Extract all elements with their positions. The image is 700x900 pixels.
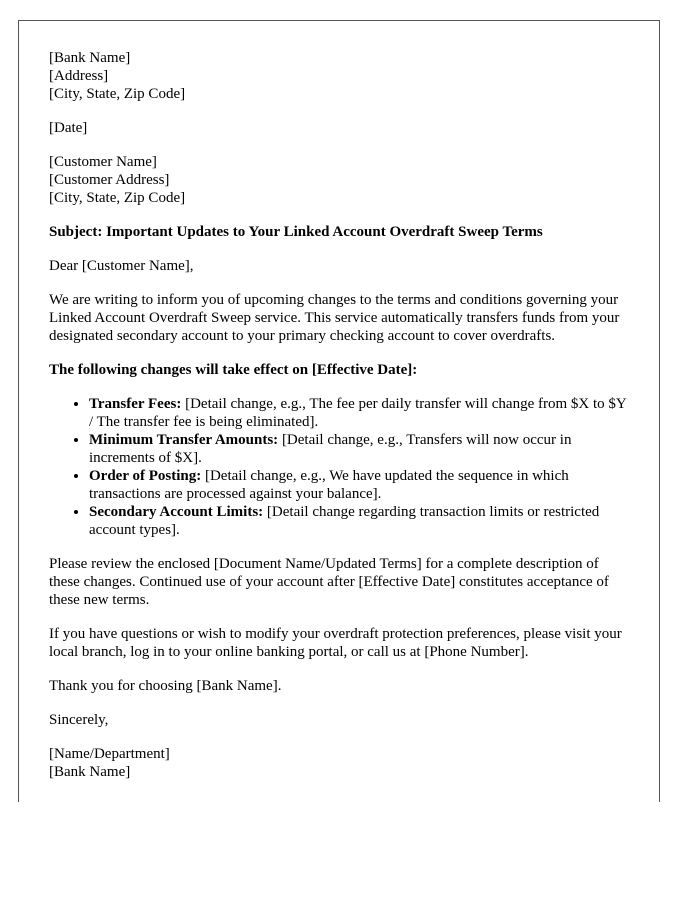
- sender-address-block: [49, 49, 629, 103]
- change-item-transfer-fees: [89, 395, 629, 431]
- change-item-minimum-transfer: [89, 431, 629, 467]
- change-term: Minimum Transfer Amounts:: [89, 432, 279, 448]
- recipient-city-state-zip: [City, State, Zip Code]: [49, 190, 186, 206]
- change-detail: [Detail change, e.g., We have updated the sequence in which transactions are processed against your balance].: [89, 468, 569, 502]
- changes-heading: The following changes will take effect on [Effective Date]:: [49, 362, 418, 378]
- salutation: Dear [Customer Name],: [49, 258, 194, 274]
- sender-address: [Address]: [49, 68, 109, 84]
- contact-paragraph: If you have questions or wish to modify your overdraft protection preferences, please visit your local branch, log in to your online banking portal, or call us at [Phone Number].: [49, 626, 622, 660]
- intro-paragraph: We are writing to inform you of upcoming changes to the terms and conditions governing your Linked Account Overdraft Sweep service. This service automatically transfers funds from your designated secondary account to your primary checking account to cover overdrafts.: [49, 292, 620, 344]
- sender-bank-name: [Bank Name]: [49, 50, 131, 66]
- letter-page: [18, 20, 660, 802]
- signature-block: [49, 745, 629, 781]
- subject-line: Subject: Important Updates to Your Linked Account Overdraft Sweep Terms: [49, 224, 543, 240]
- sender-city-state-zip: [City, State, Zip Code]: [49, 86, 186, 102]
- review-paragraph: Please review the enclosed [Document Name/Updated Terms] for a complete description of these changes. Continued use of your account after [Effective Date] constitutes acceptance of these new terms.: [49, 556, 609, 608]
- signature-bank: [Bank Name]: [49, 764, 131, 780]
- letter-date: [Date]: [49, 120, 88, 136]
- changes-list: [49, 395, 629, 539]
- recipient-name: [Customer Name]: [49, 154, 157, 170]
- change-detail: [Detail change, e.g., The fee per daily transfer will change from $X to $Y / The transfer fee is being eliminated].: [89, 396, 627, 430]
- change-detail: [Detail change, e.g., Transfers will now occur in increments of $X].: [89, 432, 572, 466]
- thanks-line: Thank you for choosing [Bank Name].: [49, 678, 282, 694]
- change-term: Order of Posting:: [89, 468, 202, 484]
- change-item-order-of-posting: [89, 467, 629, 503]
- closing-line: Sincerely,: [49, 712, 109, 728]
- recipient-address-block: [49, 153, 629, 207]
- change-term: Secondary Account Limits:: [89, 504, 264, 520]
- change-item-secondary-limits: [89, 503, 629, 539]
- recipient-address: [Customer Address]: [49, 172, 170, 188]
- change-detail: [Detail change regarding transaction limits or restricted account types].: [89, 504, 600, 538]
- signature-name: [Name/Department]: [49, 746, 170, 762]
- change-term: Transfer Fees:: [89, 396, 182, 412]
